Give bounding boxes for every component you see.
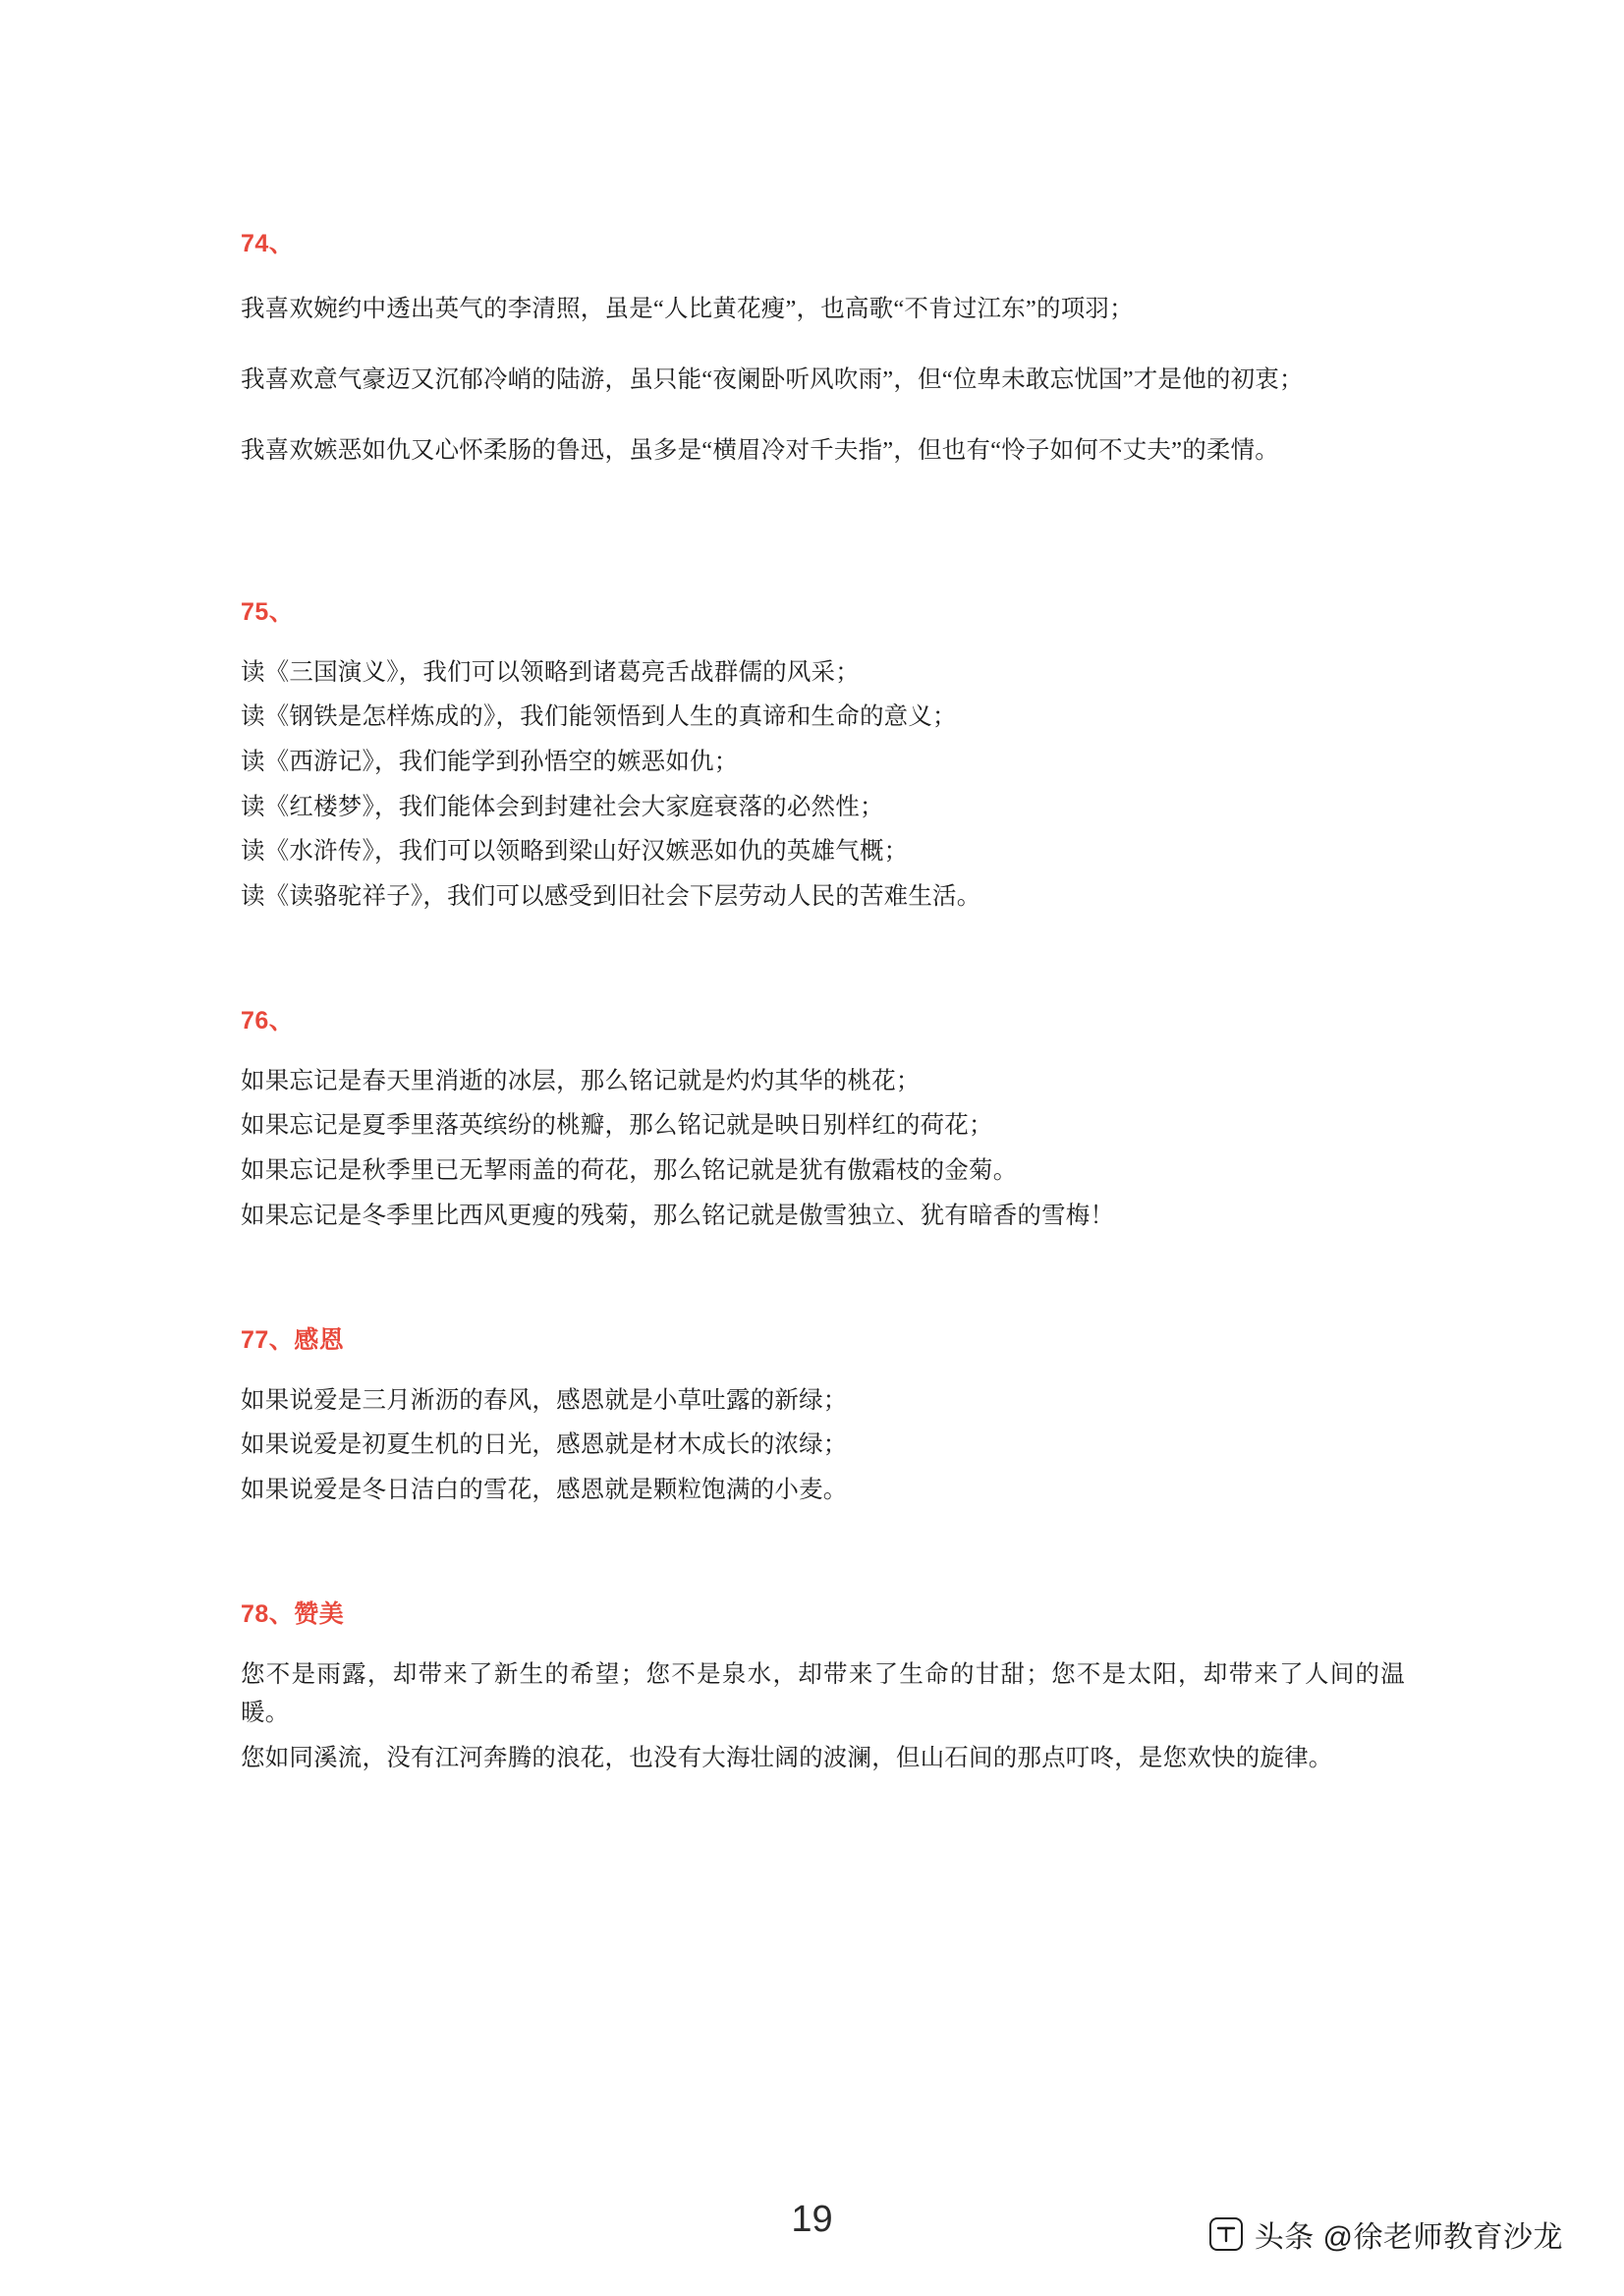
paragraph: 如果忘记是春天里消逝的冰层，那么铭记就是灼灼其华的桃花；	[241, 1067, 921, 1094]
paragraph: 读《读骆驼祥子》，我们可以感受到旧社会下层劳动人民的苦难生活。	[241, 883, 981, 911]
paragraph: 如果忘记是夏季里落英缤纷的桃瓣，那么铭记就是映日别样红的荷花；	[241, 1112, 993, 1140]
paragraph: 我喜欢嫉恶如仇又心怀柔肠的鲁迅，虽多是“横眉冷对千夫指”，但也有“怜子如何不丈夫”的柔情。	[241, 437, 1279, 465]
section-gap	[241, 1242, 1405, 1320]
page-number: 19	[791, 2199, 833, 2240]
paragraph: 如果忘记是秋季里已无挈雨盖的荷花，那么铭记就是犹有傲霜枝的金菊。	[241, 1157, 1018, 1185]
section-gap	[241, 498, 1405, 592]
watermark-text: 头条 @徐老师教育沙龙	[1254, 2221, 1563, 2254]
paragraph: 如果说爱是初夏生机的日光，感恩就是材木成长的浓绿；	[241, 1431, 848, 1459]
section-77	[241, 1320, 1405, 1510]
paragraph: 如果说爱是冬日洁白的雪花，感恩就是颗粒饱满的小麦。	[241, 1476, 848, 1503]
section-75	[241, 592, 1405, 917]
paragraph: 您如同溪流，没有江河奔腾的浪花，也没有大海壮阔的波澜，但山石间的那点叮咚，是您欢快的旋律。	[241, 1744, 1333, 1771]
paragraph: 我喜欢意气豪迈又沉郁冷峭的陆游，虽只能“夜阑卧听风吹雨”，但“位卑未敢忘忧国”才是他的初衷；	[241, 366, 1304, 394]
section-heading-75: 75、	[241, 597, 295, 626]
section-heading-78: 78、赞美	[241, 1599, 345, 1628]
section-heading-74: 74、	[241, 230, 295, 257]
paragraph: 读《红楼梦》，我们能体会到封建社会大家庭衰落的必然性；	[241, 793, 884, 820]
paragraph: 我喜欢婉约中透出英气的李清照，虽是“人比黄花瘦”，也高歌“不肯过江东”的项羽；	[241, 296, 1134, 322]
section-heading-76: 76、	[241, 1006, 295, 1035]
paragraph: 如果忘记是冬季里比西风更瘦的残菊，那么铭记就是傲雪独立、犹有暗香的雪梅！	[241, 1202, 1115, 1229]
toutiao-logo-icon	[1209, 2217, 1243, 2251]
paragraph: 读《西游记》，我们能学到孙悟空的嫉恶如仇；	[241, 749, 739, 776]
section-gap	[241, 923, 1405, 1001]
section-heading-77: 77、感恩	[241, 1325, 345, 1354]
section-76	[241, 1001, 1405, 1236]
paragraph: 读《钢铁是怎样炼成的》，我们能领悟到人生的真谛和生命的意义；	[241, 703, 957, 731]
section-78	[241, 1595, 1405, 1778]
paragraph: 您不是雨露，却带来了新生的希望；您不是泉水，却带来了生命的甘甜；您不是太阳，却带来了人间的温暖。	[241, 1660, 1405, 1727]
document-body	[241, 224, 1405, 1784]
section-74	[241, 224, 1405, 476]
paragraph: 如果说爱是三月淅沥的春风，感恩就是小草吐露的新绿；	[241, 1386, 848, 1414]
watermark	[1209, 2212, 1563, 2256]
paragraph: 读《水浒传》，我们可以领略到梁山好汉嫉恶如仇的英雄气概；	[241, 838, 909, 866]
paragraph: 读《三国演义》，我们可以领略到诸葛亮舌战群儒的风采；	[241, 658, 860, 686]
section-gap	[241, 1516, 1405, 1595]
